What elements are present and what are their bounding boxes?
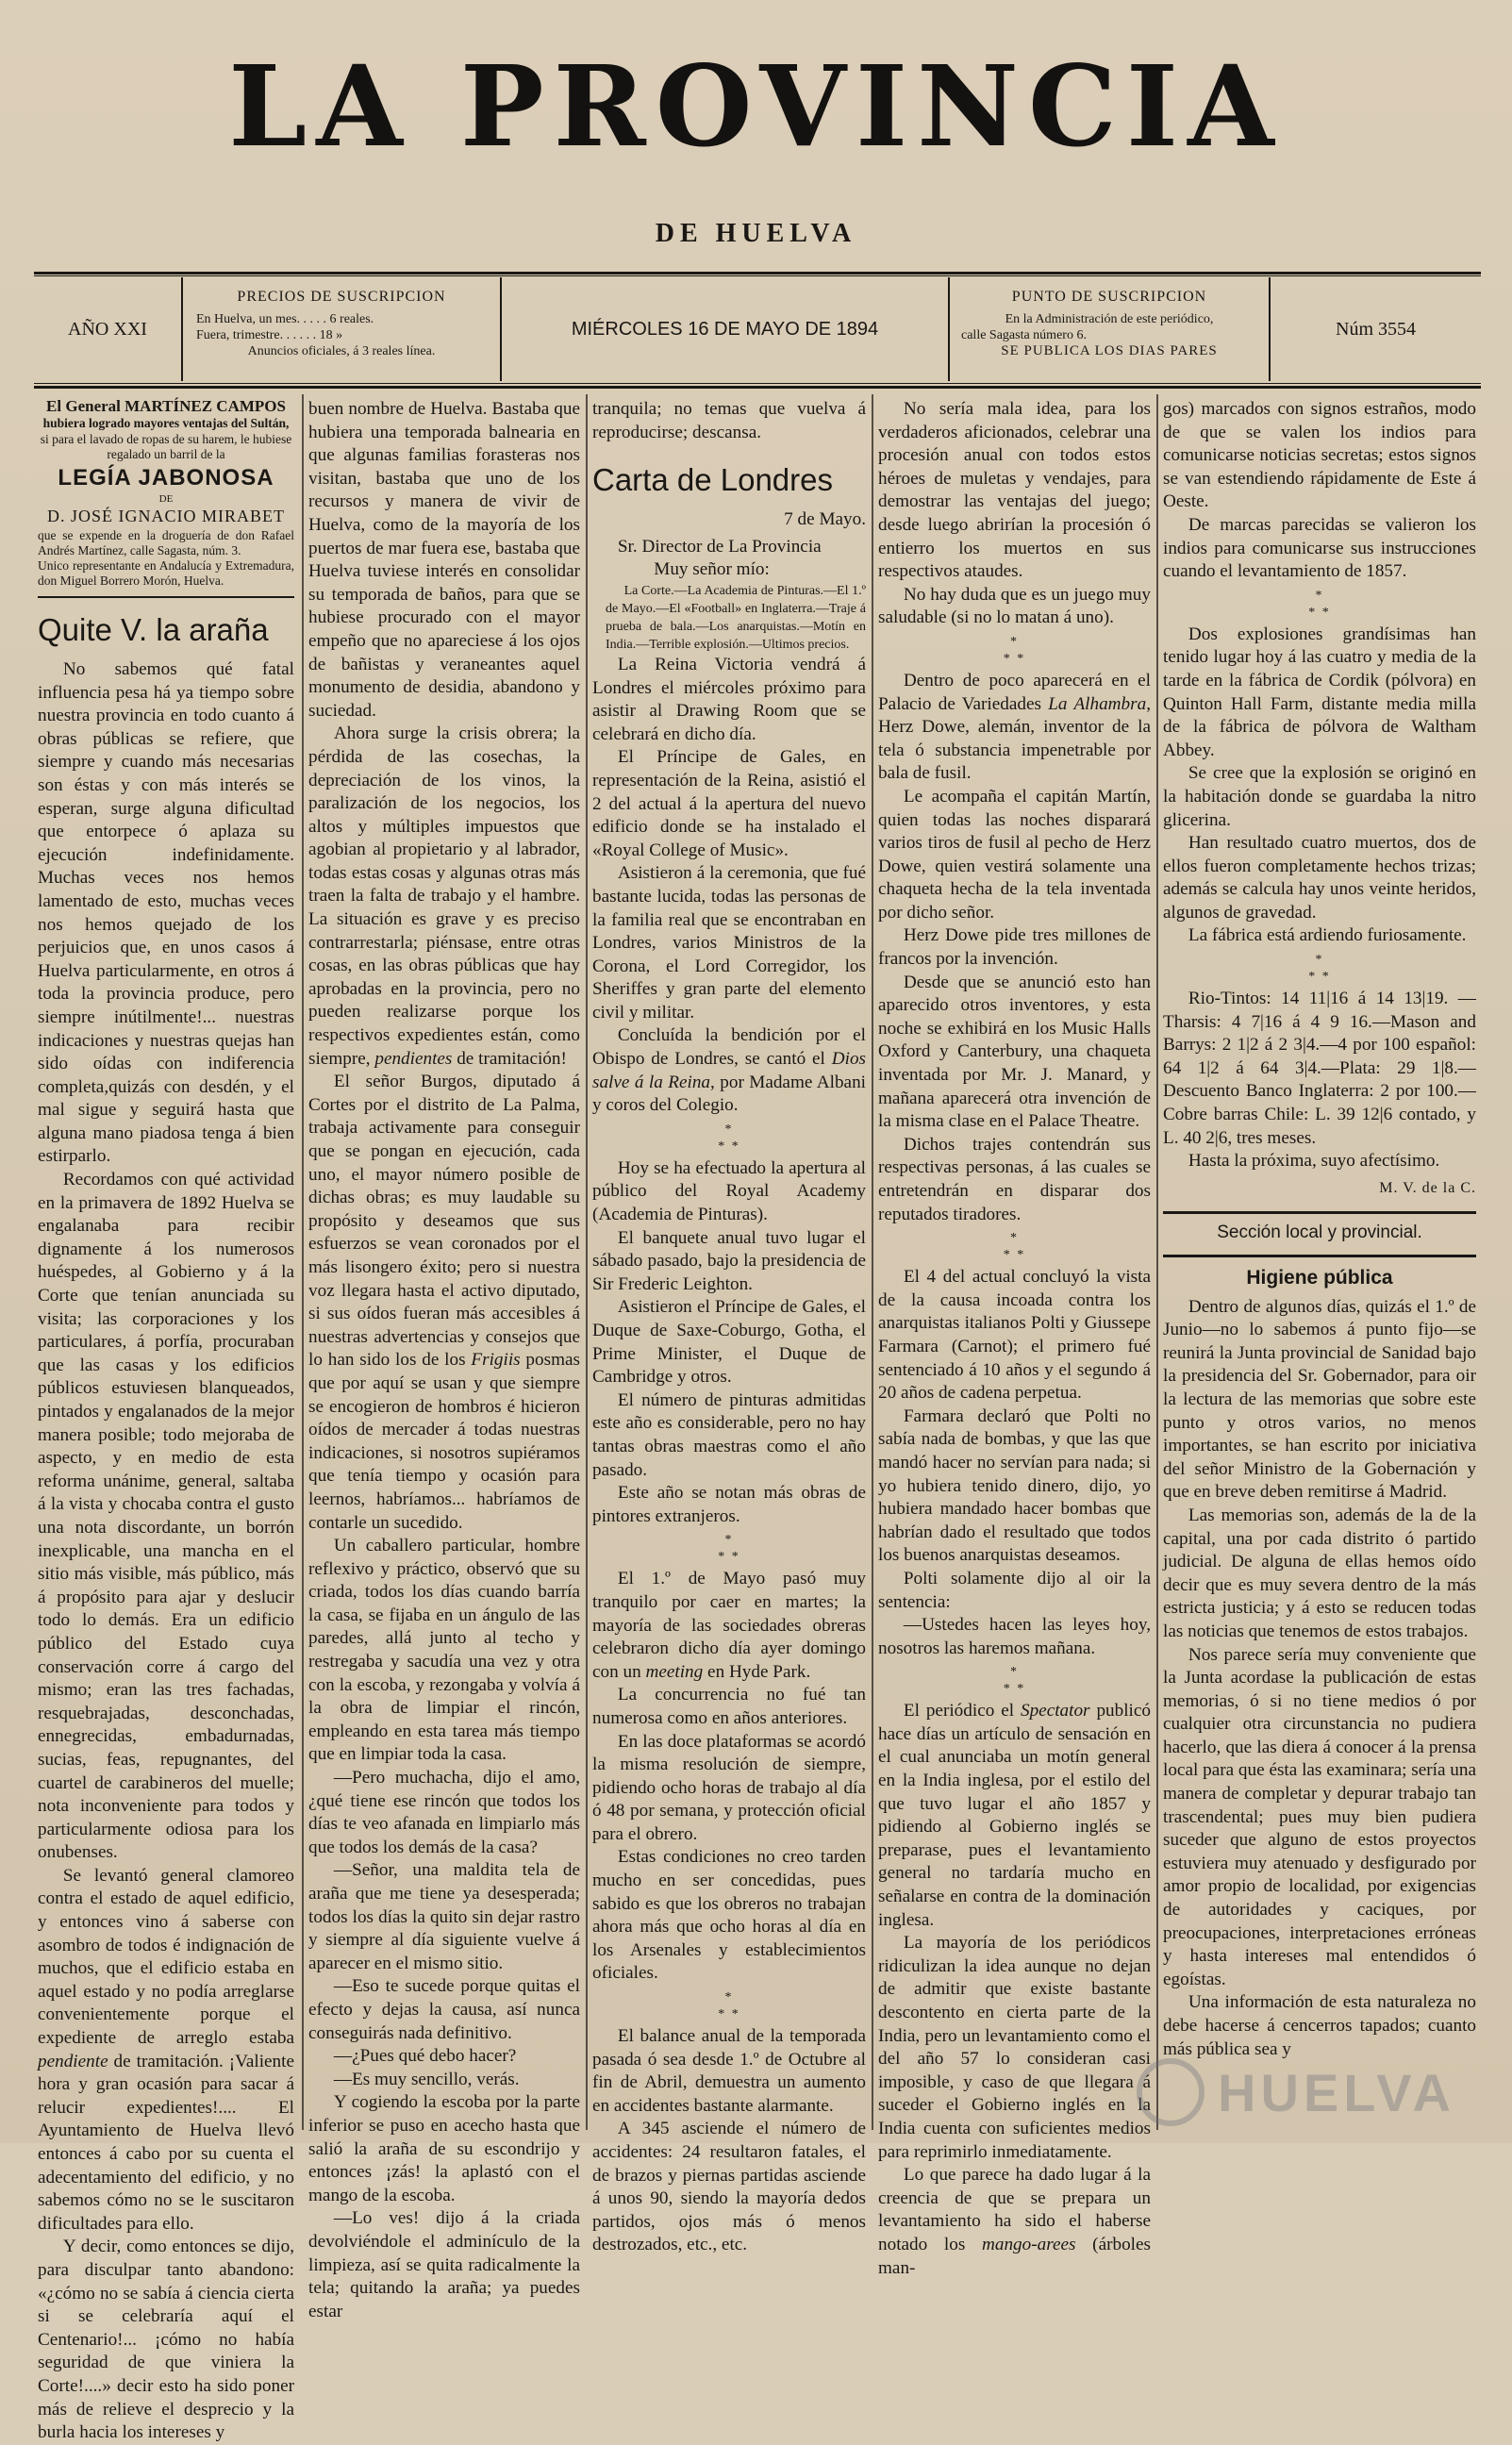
c4-paragraph: Lo que parece ha dado lugar á la creencia de que se prepara un levantamiento ha sido el haberse notado los mango-arees (árboles man-	[878, 2165, 1151, 2278]
letter-date: 7 de Mayo.	[784, 509, 866, 530]
column-3	[592, 398, 866, 2255]
c3-paragraph: tranquila; no temas que vuelva á reproducirse; descansa.	[592, 399, 866, 442]
column-divider-4	[1156, 394, 1158, 2130]
c3-paragraph: Hoy se ha efectuado la apertura al público del Royal Academy (Academia de Pinturas).	[592, 1157, 866, 1225]
c5-paragraph: Han resultado cuatro muertos, dos de ellos fueron completamente hechos trizas; además se calcula hay unos veinte heridos, algunos de gravedad.	[1163, 833, 1476, 923]
c3-paragraph: A 345 asciende el número de accidentes: 24 resultaron fatales, el de brazos y piernas partidas asciende á unos 90, siendo la mayoría dedos partidos, ojos más ó menos destrozados, etc., etc.	[592, 2119, 866, 2255]
c2-paragraph: —Eso te sucede porque quitas el efecto y dejas la causa, así nunca conseguirás nada definitivo.	[308, 1976, 580, 2043]
separator-stars: * * *	[718, 1533, 740, 1565]
issue-date: MIÉRCOLES 16 DE MAYO DE 1894	[571, 318, 879, 340]
c4-paragraph: Le acompaña el capitán Martín, quien todas las noches disparará varios tiros de fusil al pecho de Herz Dowe, quien vestirá solamente una chaqueta hecha de la tela inventada por dicho señor.	[878, 786, 1151, 923]
date-cell	[502, 277, 950, 381]
price-line-1: En Huelva, un mes. . . . . 6 reales.	[196, 312, 374, 326]
c4-paragraph: No sería mala idea, para los verdaderos aficionados, celebrar una procesión anual con todos estos héroes de muletas y vendajes, para demostrar las ventajas del juego; desde luego abrirían la procesión ó entierro los muertos en sus respectivos ataudes.	[878, 399, 1151, 582]
c5-paragraph: gos) marcados con signos estraños, modo de que se valen los indios para comunicarse noticias secretas; estos signos se van estendiendo rápidamente de Este á Oeste.	[1163, 399, 1476, 512]
c3-paragraph: Asistieron á la ceremonia, que fué bastante lucida, todas las personas de la familia real que se encontraban en Londres, varios Ministros de la Corona, el Lord Corregidor, los Sheriffes y gran parte del elemento civil y militar.	[592, 863, 866, 1023]
c4-paragraph: El periódico el Spectator publicó hace días un artículo de sensación en el cual anunciaba un motín general en la India inglesa, por el estilo del que tuvo lugar el año 1857 y pidiendo al Gobierno inglés se preparase, pues el levantamiento general no tardaría mucho en señalarse en contra de la dominación inglesa.	[878, 1701, 1151, 1930]
separator-stars: * * *	[1308, 953, 1331, 985]
c1-paragraph: Y decir, como entonces se dijo, para disculpar tanto abandono: «¿cómo no se sabía á ciencia cierta si se celebraría aquí el Centenario!... ¡cómo no había seguridad de que viniera la Corte!....» decir esto ha sido poner más de relieve el desprecio y la burla hacia los intereses y	[38, 2237, 294, 2443]
watermark-text: HUELVA	[1218, 2062, 1455, 2122]
c5-paragraph: Rio-Tintos: 14 11|16 á 14 13|19. —Tharsis: 4 7|16 á 4 9 16.—Mason and Barrys: 2 1|2 á 2 3|4.—4 por 100 español: 64 1|2 á 64 3|4.—Plata: 29 1|8.—Descuento Banco Inglaterra: 2 por 100.—Cobre barras Chile: L. 39 12|6 contado, y L. 40 2|6, tres meses.	[1163, 989, 1476, 1148]
c4-paragraph: —Ustedes hacen las leyes hoy, nosotros las haremos mañana.	[878, 1615, 1151, 1658]
c5-paragraph: Las memorias son, además de la de la capital, una por cada distrito ó partido judicial. De alguna de ellas hemos oído decir que es muy severa dentro de la más estricta justicia; y á esto se reducen todas las noticias que tenemos de estos trabajos.	[1163, 1505, 1476, 1641]
letter-signature: M. V. de la C.	[1379, 1179, 1476, 1196]
prices-cell	[183, 277, 502, 381]
c2-paragraph: Y cogiendo la escoba por la parte inferior se puso en acecho hasta que salió la araña de su escondrijo y entonces ¡zás! la aplastó con el mango de la escoba.	[308, 2092, 580, 2205]
c4-paragraph: La mayoría de los periódicos ridiculizan la idea aunque no dejan de admitir que existe bastante descontento en cierta parte de la India, pero un levantamiento como el del año 57 lo consideran casi imposible, y caso de que llegara á suceder el Gobierno inglés en la India cuenta con suficientes medios para reprimirlo inmediatamente.	[878, 1933, 1151, 2162]
c5-paragraph: Dos explosiones grandísimas han tenido lugar hoy á las cuatro y media de la tarde en la fábrica de Cordik (pólvora) en Quinton Hall Farm, distante media milla de la fábrica de pólvora de Waltham Abbey.	[1163, 624, 1476, 760]
c2-paragraph: buen nombre de Huelva. Bastaba que hubiera una temporada balnearia en que algunas familias forasteras nos visitan, bastaba que uno de los recursos y manera de vivir de Huelva, como de la mayoría de los puertos de mar fuera ese, bastaba que Huelva tuviese interés en consolidar su temporada de baños, para que se hubiese procurado con el mayor empeño que no apareciese á los ojos de bañistas y veraneantes aquel monumento de desidia, abandono y suciedad.	[308, 399, 580, 721]
c2-paragraph: —Es muy sencillo, verás.	[333, 2069, 520, 2089]
bottom-rule	[34, 386, 1481, 389]
ad-brand: LEGÍA JABONOSA	[58, 465, 274, 491]
separator-stars: * * *	[1308, 588, 1331, 620]
c4-paragraph: Desde que se anunció esto han aparecido otros inventores, y esta noche se exhibirá en los Music Halls Oxford y Canterbury, una chaqueta inventada por Mr. J. Manard, y mañana aparecerá otra invención de la misma clase en el Palace Theatre.	[878, 972, 1151, 1132]
c5-paragraph: Una información de esta naturaleza no debe hacerse á cencerros tapados; cuanto más pública sea y	[1163, 1992, 1476, 2059]
number-cell	[1271, 277, 1481, 381]
bottom-rule-thin	[34, 383, 1481, 384]
c2-paragraph: —Lo ves! dijo á la criada devolviéndole el adminículo de la limpieza, así se quita radicalmente la tela; quitando la araña; ya puedes estar	[308, 2208, 580, 2321]
c4-paragraph: Polti solamente dijo al oir la sentencia:	[878, 1568, 1151, 1612]
top-rule	[34, 272, 1481, 274]
subscription-point-cell	[950, 277, 1271, 381]
c5-paragraph: Se cree que la explosión se originó en la habitación donde se guardaba la nitro glicerina.	[1163, 763, 1476, 830]
year-cell	[34, 277, 183, 381]
separator-stars: * * *	[1003, 1665, 1026, 1697]
c2-paragraph: —¿Pues qué debo hacer?	[333, 2046, 517, 2067]
c4-paragraph: Herz Dowe pide tres millones de francos por la invención.	[878, 925, 1151, 970]
ad-line-4: que se expende en la droguería de don Rafael Andrés Martínez, calle Sagasta, núm. 3.	[38, 528, 294, 557]
c1-paragraph: Se levantó general clamoreo contra el estado de aquel edificio, y entonces vino á saberse con asombro de todos é indignación de muchos, que el edificio estaba en aquel estado y no podía arreglarse convenientemente porque el expediente de arreglo estaba pendiente de tramitación. ¡Valiente hora y gran ocasión para sacar á relucir expedientes!.... El Ayuntamiento de Huelva llevó entonces á cabo por su cuenta el adecentamiento del edificio, y no sabemos cómo no se le suscitaron dificultades para ello.	[38, 1865, 294, 2234]
c3-paragraph: La concurrencia no fué tan numerosa como en años anteriores.	[592, 1685, 866, 1728]
point-line-3: SE PUBLICA LOS DIAS PARES	[1001, 343, 1218, 358]
column-divider-1	[302, 394, 304, 2130]
c3-paragraph: El 1.º de Mayo pasó muy tranquilo por caer en martes; la mayoría de las sociedades obreras celebraron dicho día ayer domingo con un meeting en Hyde Park.	[592, 1569, 866, 1682]
letter-salutation-1: Sr. Director de La Provincia	[617, 536, 822, 557]
soap-advertisement	[38, 398, 294, 589]
c3-paragraph: El balance anual de la temporada pasada ó sea desde 1.º de Octubre al fin de Abril, demuestra un aumento en accidentes bastante alarmante.	[592, 2026, 866, 2116]
separator-stars: * * *	[718, 1990, 740, 2022]
c4-paragraph: El 4 del actual concluyó la vista de la causa incoada contra los anarquistas italianos Polti y Giussepe Farmara (Carnot); el primero fué sentenciado á 10 años y el segundo á 20 años de cadena perpetua.	[878, 1267, 1151, 1404]
point-line-2: calle Sagasta número 6.	[961, 328, 1087, 342]
column-2	[308, 398, 580, 2321]
year-label: AÑO XXI	[68, 318, 147, 340]
c4-paragraph: No hay duda que es un juego muy saludable (si no lo matan á uno).	[878, 584, 1151, 628]
c5-paragraph: De marcas parecidas se valieron los indios para comunicarse sus instrucciones cuando el levantamiento de 1857.	[1163, 514, 1476, 582]
separator-stars: * * *	[1003, 1231, 1026, 1263]
c4-paragraph: Dichos trajes contendrán sus respectivas personas, á las cuales se entretendrán en disparar dos reputados tiradores.	[878, 1134, 1151, 1224]
column-4	[878, 398, 1151, 2278]
c3-paragraph: El número de pinturas admitidas este año es considerable, pero no hay tantas obras maestras como el año pasado.	[592, 1389, 866, 1480]
c3-paragraph: Este año se notan más obras de pintores extranjeros.	[592, 1483, 866, 1526]
c1-paragraph: Recordamos con qué actividad en la primavera de 1892 Huelva se engalanaba para recibir dignamente á los numerosos huéspedes, al Gobierno y á la Corte que tenían anunciada su visita; las corporaciones y los particulares, á porfía, procuraban que las casas y los edificios públicos estuviesen blanqueados, pintados y engalanados de la mejor manera posible; todo mejoraba de aspecto, y en medio de esta reforma unánime, general, saltaba á la vista y chocaba contra el gusto una nota discordante, un borrón inexplicable, una mancha en el sitio más visible, más público, más á propósito para ajar y deslucir todo lo demás. Era un edificio público del Estado cuya conservación corre á cargo del mismo; eran las tres fachadas, resquebrajadas, desconchadas, ennegrecidas, embadurnadas, sucias, feas, repugnantes, del cuartel de carabineros del muelle; nota inconveniente para todos y particularmente odiosa para los onubenses.	[38, 1170, 294, 1863]
letter-summary: La Corte.—La Academia de Pinturas.—El 1.º de Mayo.—El «Football» en Inglaterra.—Traje á prueba de bala.—Los anarquistas.—Motín en India.—Terrible explosión.—Ultimos precios.	[606, 583, 866, 652]
issue-number: Núm 3554	[1336, 318, 1416, 340]
column-divider-2	[586, 394, 588, 2130]
point-title: PUNTO DE SUSCRIPCION	[1011, 289, 1207, 305]
c3-paragraph: La Reina Victoria vendrá á Londres el miércoles próximo para asistir al Drawing Room que se celebrará en dicho día.	[592, 654, 866, 744]
info-bar	[34, 277, 1481, 381]
article-title-hygiene: Higiene pública	[1246, 1267, 1393, 1289]
archive-watermark	[1137, 2054, 1486, 2130]
ad-line-1: El General MARTÍNEZ CAMPOS	[46, 397, 286, 415]
c4-paragraph: Dentro de poco aparecerá en el Palacio de Variedades La Alhambra, Herz Dowe, alemán, inventor de la tela ó substancia impenetrable por bala de fusil.	[878, 670, 1151, 784]
ad-de: DE	[158, 493, 174, 505]
top-rule-thin	[34, 275, 1481, 276]
c3-paragraph: Concluída la bendición por el Obispo de Londres, se cantó el Dios salve á la Reina, por Madame Albani y coros del Colegio.	[592, 1025, 866, 1116]
ad-line-5: Unico representante en Andalucía y Extremadura, don Miguel Borrero Morón, Huelva.	[38, 558, 294, 588]
point-line-1: En la Administración de este periódico,	[1005, 312, 1214, 326]
separator-stars: * * *	[718, 1122, 740, 1154]
c5-paragraph: Dentro de algunos días, quizás el 1.º de Junio—no lo sabemos á punto fijo—se reunirá la Junta provincial de Sanidad bajo la presidencia del Sr. Gobernador, para oir la lectura de las memorias que sobre este punto y otros varios, no menos importantes, se han escrito por iniciativa del señor Ministro de la Gobernación y que en breve deben remitirse á Madrid.	[1163, 1296, 1476, 1503]
letter-salutation-2: Muy señor mío:	[654, 559, 770, 580]
c2-paragraph: Ahora surge la crisis obrera; la pérdida de las cosechas, la depreciación de los vinos, la paralización de los negocios, los altos y múltiples impuestos que agobian al propietario y al labrador, todas estas cosas y algunas otras más traen la falta de trabajo y el hambre. La situación es grave y es preciso contrarrestarla; piénsase, entre otras cosas, en las obras públicas que hay aprobadas en la provincia, pero no pueden realizarse porque los respectivos expedientes están, como siempre, pendientes de tramitación!	[308, 724, 580, 1069]
c2-paragraph: —Señor, una maldita tela de araña que me tiene ya desesperada; todos los días la quito sin dejar rastro y siempre al día siguiente vuelve á aparecer en el mismo sitio.	[308, 1860, 580, 1973]
c3-paragraph: Asistieron el Príncipe de Gales, el Duque de Saxe-Coburgo, Gotha, el Prime Minister, el Duque de Cambridge y otros.	[592, 1297, 866, 1388]
masthead-subtitle: DE HUELVA	[655, 219, 857, 248]
separator-stars: * * *	[1003, 634, 1026, 666]
ad-line-2: hubiera logrado mayores ventajas del Sultán,	[42, 416, 290, 430]
ad-maker: D. JOSÉ IGNACIO MIRABET	[47, 507, 285, 525]
c3-paragraph: El Príncipe de Gales, en representación de la Reina, asistió el 2 del actual á la apertura del nuevo edificio donde se ha instalado el «Royal College of Music».	[592, 747, 866, 860]
section-header-local: Sección local y provincial.	[1163, 1211, 1476, 1257]
c5-paragraph: La fábrica está ardiendo furiosamente.	[1188, 925, 1467, 946]
c2-paragraph: El señor Burgos, diputado á Cortes por el distrito de La Palma, trabaja activamente para conseguir que se pongan en ejecución, cada uno, el mayor número posible de dichas obras; es muy laudable su propósito y deseamos que sus esfuerzos se vean coronados por el más lisongero éxito; pero si nuestra voz llegara hasta el activo diputado, si sus oídos fueran más accesibles á nuestras advertencias y consejos que lo han sido los de los Frigiis posmas que por aquí se usan y que siempre se encogieron de hombros é hicieron oídos de mercader á todas nuestras indicaciones, si nosotros supiéramos que tenía tiempo y ocasión para leernos, habríamos... habríamos de contarle un sucedido.	[308, 1072, 580, 1533]
ad-line-3: si para el lavado de ropas de su harem, le hubiese regalado un barril de la	[40, 432, 292, 461]
c4-paragraph: Farmara declaró que Polti no sabía nada de bombas, y que las que mandó hacer no servían para nada; si yo hubiera tenido dinero, dijo, yo hubiera mandado hacer bombas que habrían dado el resultado que todos los buenos anarquistas deseamos.	[878, 1405, 1151, 1566]
c2-paragraph: —Pero muchacha, dijo el amo, ¿qué tiene ese rincón que todos los días te veo afanada en limpiarlo más que todos los demás de la casa?	[308, 1768, 580, 1857]
c5-paragraph: Nos parece sería muy conveniente que la Junta acordase la publicación de estas memorias, ó si no tiene medios ó por cualquier otra circunstancia no pudiera hacerlo, que las diera á conocer á la prensa local para que ésta las examinara; sería una manera de completar y depurar trabajo tan trascendental; pues muy bien pudiera suceder que alguno de estos proyectos estuviera muy atenuado y desfigurado por amor propio de localidad, por exigencias de autoridades y caciques, por preocupaciones, interpretaciones erróneas y hasta intereses mal entendidos ó egoístas.	[1163, 1644, 1476, 1989]
ad-separator	[38, 596, 294, 598]
c1-paragraph: No sabemos qué fatal influencia pesa há ya tiempo sobre nuestra provincia en todo cuanto á obras públicas se refiere, que siempre y cuando más necesarias son éstas y con más interés se esperan, surge alguna dificultad que entorpece ó aplaza su ejecución indefinidamente. Muchas veces nos hemos lamentado de esto, muchas veces nos hemos quejado de los perjuicios que, en unos casos á Huelva particularmente, en otros á toda la provincia produce, pero siempre inútilmente!... nuestras indicaciones y nuestras quejas han sido oídas con indiferencia completa,quizás con desdén, y el mal sigue y seguirá hasta que alguna mano piadosa tenga á bien estirparlo.	[38, 659, 294, 1167]
c2-paragraph: Un caballero particular, hombre reflexivo y práctico, observó que su criada, todos los días cuando barría la casa, se fijaba en un ángulo de las paredes, allá junto al techo y restregaba y sacudía una vez y otra con la escoba, y rezongaba y volvía á la obra de limpiar el rincón, empleando en esta tarea más tiempo que en limpiar toda la casa.	[308, 1536, 580, 1765]
c3-paragraph: En las doce plataformas se acordó la misma resolución de siempre, pidiendo ocho horas de trabajo al día ó 48 por semana, y protección oficial para el obrero.	[592, 1731, 866, 1844]
price-line-3: Anuncios oficiales, á 3 reales línea.	[247, 344, 436, 358]
masthead-title: LA PROVINCIA	[228, 41, 1284, 172]
prices-title: PRECIOS DE SUSCRIPCION	[237, 289, 446, 305]
column-1	[38, 397, 294, 2443]
seal-icon	[1137, 2058, 1205, 2126]
c3-paragraph: El banquete anual tuvo lugar el sábado pasado, bajo la presidencia de Sir Frederic Leighton.	[592, 1227, 866, 1294]
article-title-london: Carta de Londres	[592, 462, 833, 498]
article-title-spider: Quite V. la araña	[38, 612, 269, 647]
price-line-2: Fuera, trimestre. . . . . . 18 »	[196, 328, 343, 342]
c3-paragraph: Estas condiciones no creo tarden mucho en ser concedidas, pues sabido es que los obreros no trabajan ahora más que ocho horas al día en los Arsenales y establecimientos oficiales.	[592, 1847, 866, 1984]
column-divider-3	[872, 394, 873, 2130]
column-5	[1163, 398, 1476, 2129]
c5-paragraph: Hasta la próxima, suyo afectísimo.	[1188, 1151, 1440, 1172]
